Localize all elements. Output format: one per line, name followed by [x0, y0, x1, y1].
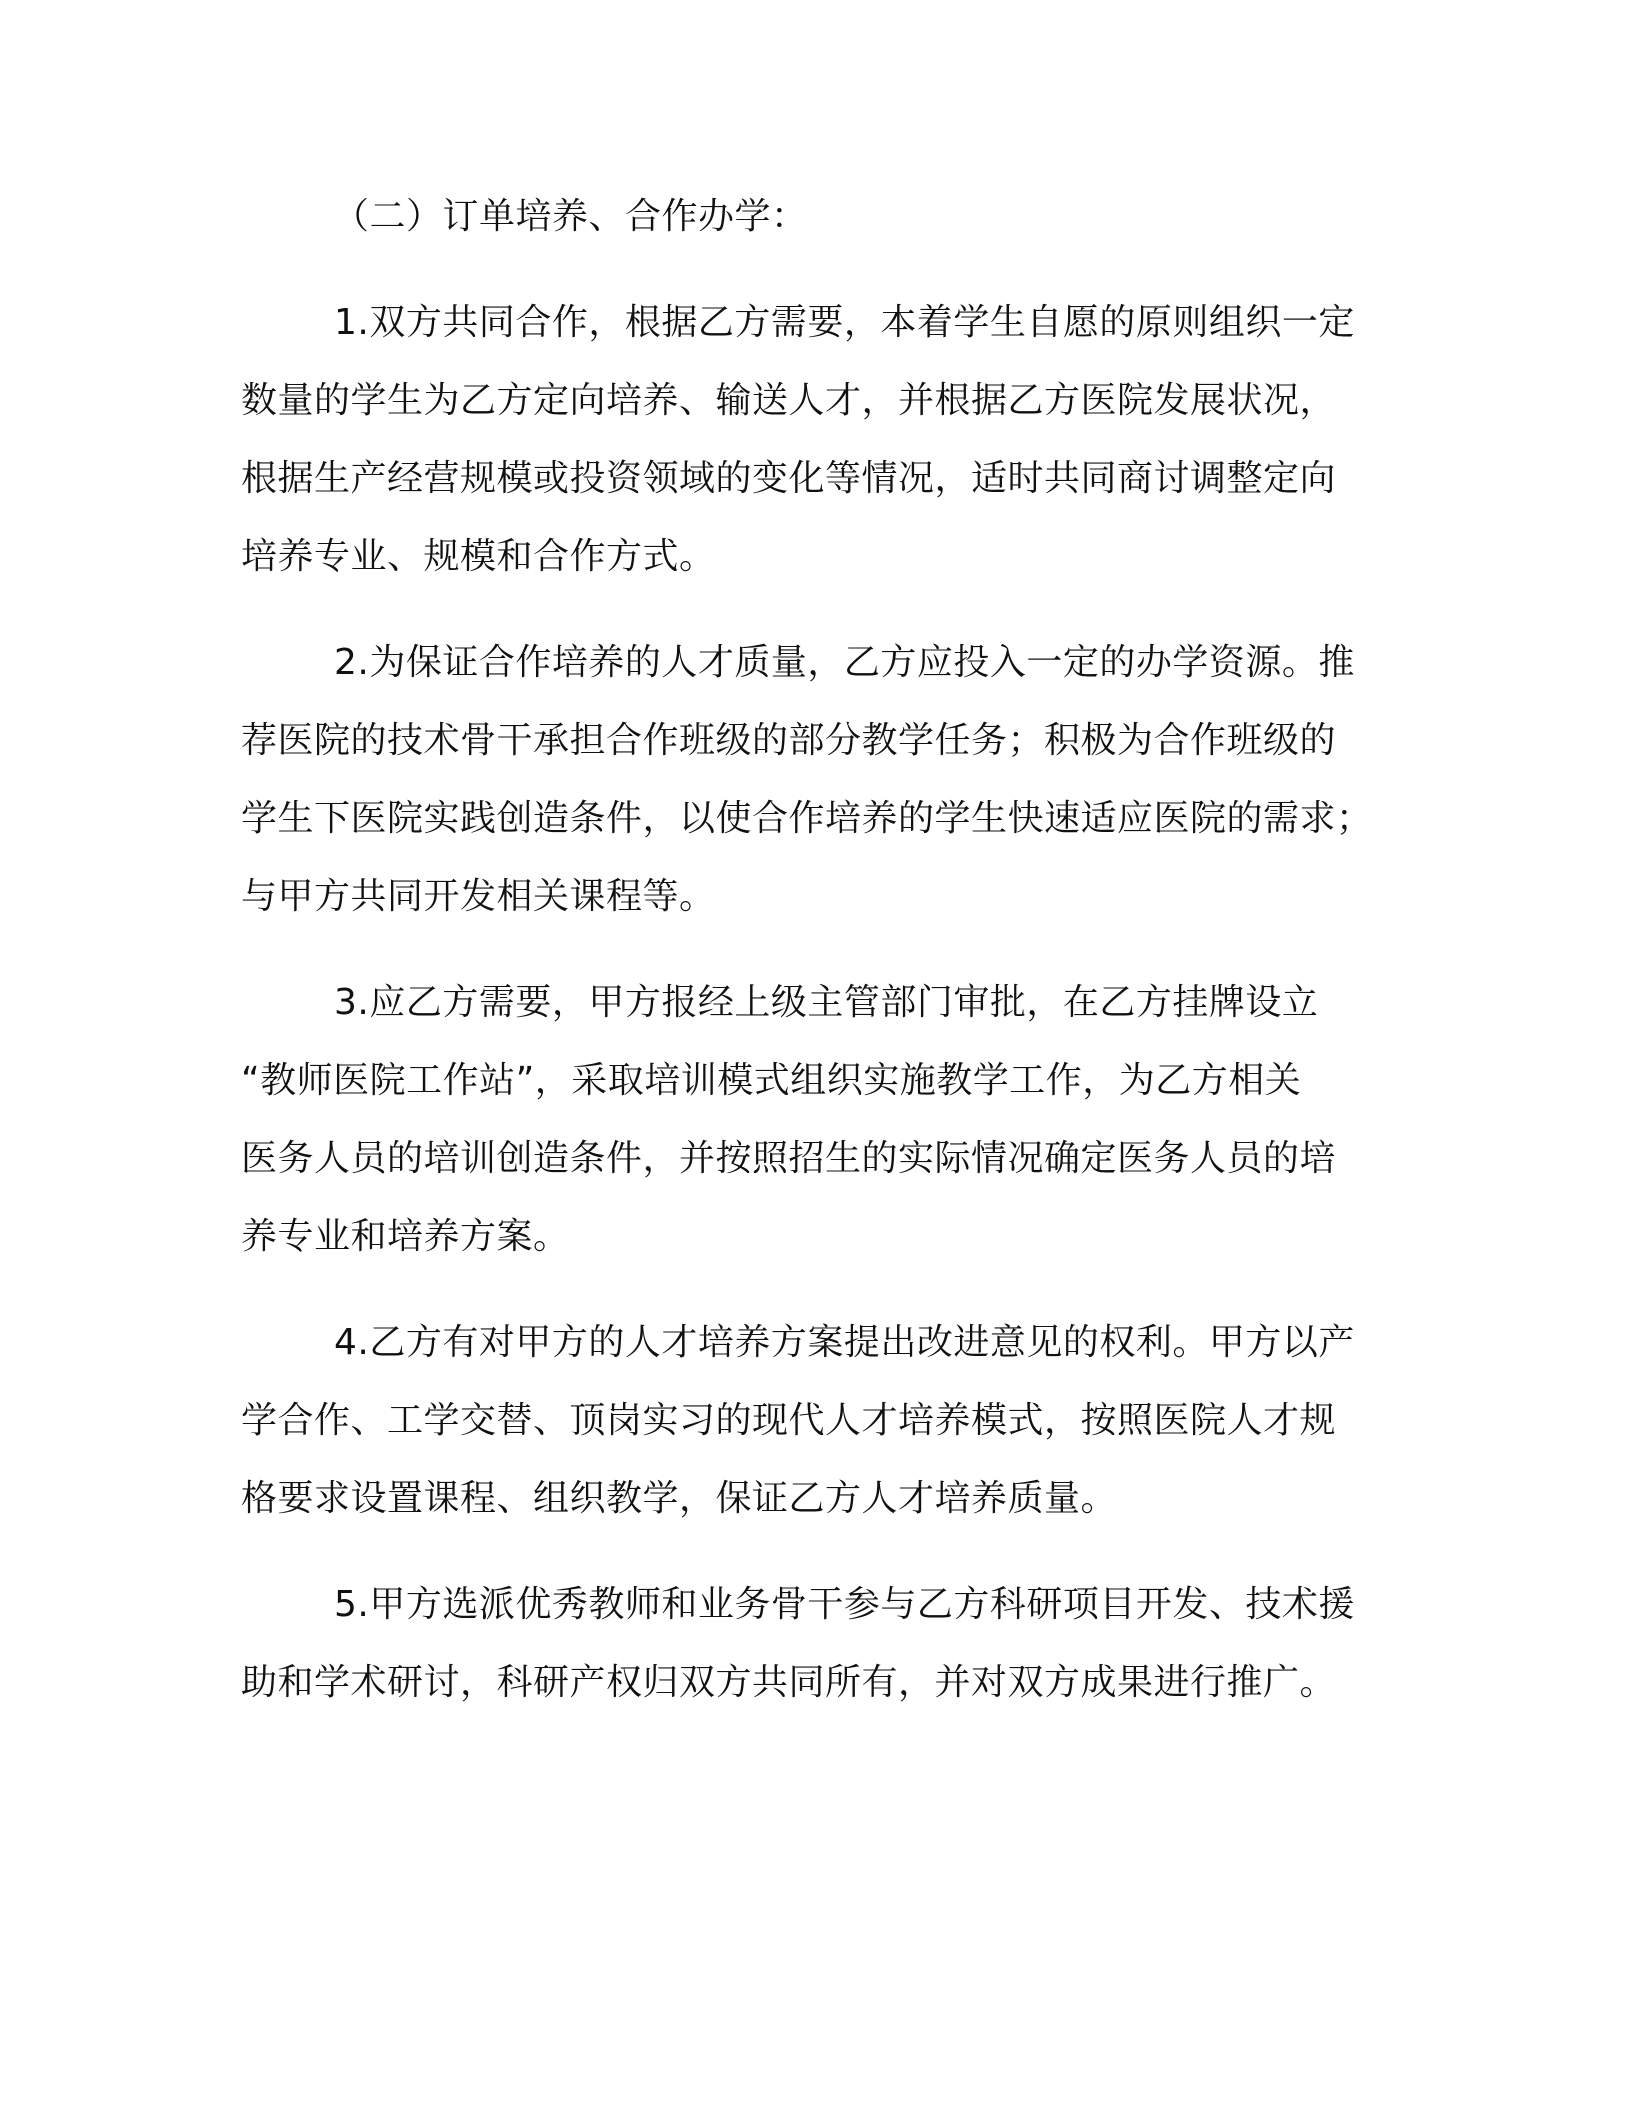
paragraph-line: “教师医院工作站”，采取培训模式组织实施教学工作，为乙方相关 [241, 1060, 1302, 1101]
paragraph-line: 数量的学生为乙方定向培养、输送人才，并根据乙方医院发展状况， [241, 380, 1337, 421]
paragraph-line: 5.甲方选派优秀教师和业务骨干参与乙方科研项目开发、技术援 [334, 1584, 1355, 1625]
paragraph-line: 医务人员的培训创造条件，并按照招生的实际情况确定医务人员的培 [241, 1138, 1337, 1179]
paragraph-line: 4.乙方有对甲方的人才培养方案提出改进意见的权利。甲方以产 [334, 1322, 1355, 1363]
paragraph-line: 养专业和培养方案。 [241, 1216, 570, 1257]
paragraph-line: 格要求设置课程、组织教学，保证乙方人才培养质量。 [241, 1478, 1118, 1519]
paragraph-line: 3.应乙方需要，甲方报经上级主管部门审批，在乙方挂牌设立 [334, 982, 1319, 1023]
paragraph-line: 学合作、工学交替、顶岗实习的现代人才培养模式，按照医院人才规 [241, 1400, 1337, 1441]
paragraph-line: 学生下医院实践创造条件，以使合作培养的学生快速适应医院的需求； [241, 798, 1373, 839]
paragraph-line: 助和学术研讨，科研产权归双方共同所有，并对双方成果进行推广。 [241, 1662, 1337, 1703]
paragraph-line: 培养专业、规模和合作方式。 [241, 536, 716, 577]
paragraph-line: 根据生产经营规模或投资领域的变化等情况，适时共同商讨调整定向 [241, 458, 1337, 499]
paragraph-line: 与甲方共同开发相关课程等。 [241, 876, 716, 917]
paragraph-line: 荐医院的技术骨干承担合作班级的部分教学任务；积极为合作班级的 [241, 720, 1337, 761]
paragraph-line: 2.为保证合作培养的人才质量，乙方应投入一定的办学资源。推 [334, 642, 1355, 683]
paragraph-line: 1.双方共同合作，根据乙方需要，本着学生自愿的原则组织一定 [334, 302, 1355, 343]
section-heading: （二）订单培养、合作办学： [333, 196, 808, 237]
